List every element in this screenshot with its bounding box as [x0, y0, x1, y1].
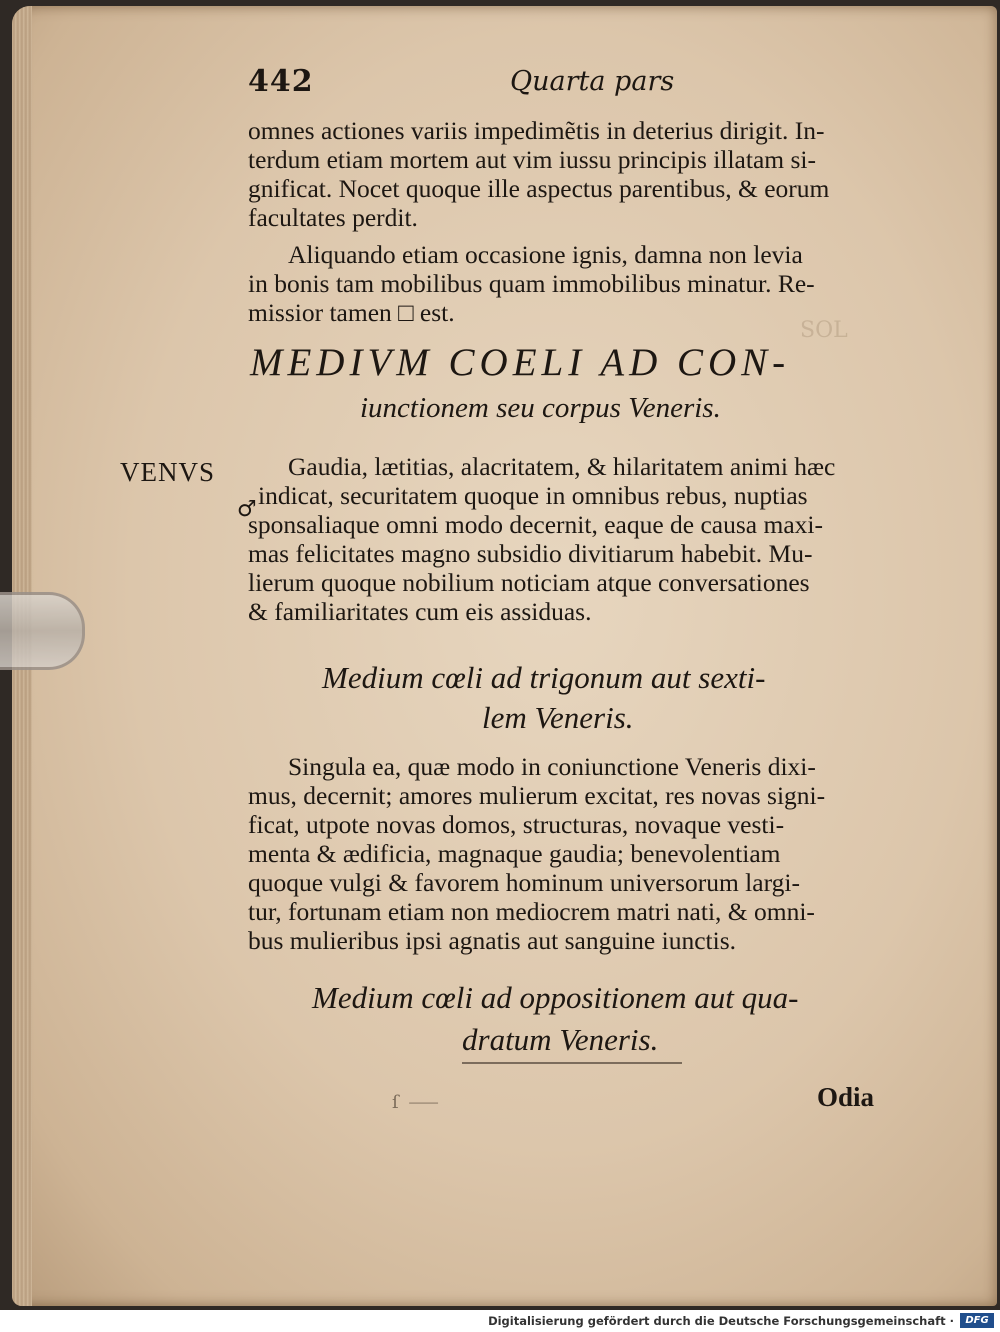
section-heading-2: Medium cœli ad trigonum aut sexti- [322, 660, 766, 695]
footer-bar [0, 1310, 1000, 1332]
text-line: terdum etiam mortem aut vim iussu principis illatam si- [248, 145, 816, 174]
section-heading-2-sub: lem Veneris. [482, 700, 634, 735]
text-line: & familiaritates cum eis assiduas. [248, 597, 592, 626]
signature-mark: ſ ⸺ [392, 1092, 441, 1113]
paragraph-4 [248, 752, 880, 955]
text-line: gnificat. Nocet quoque ille aspectus parentibus, & eorum [248, 174, 830, 203]
section-heading-1: MEDIVM COELI AD CON- [250, 341, 791, 384]
funding-notice: Digitalisierung gefördert durch die Deutsche Forschungsgemeinschaft · [488, 1314, 954, 1328]
dfg-logo-icon: DFG [960, 1313, 994, 1328]
text-line: sponsaliaque omni modo decernit, eaque de causa maxi- [248, 510, 823, 539]
page-header [248, 64, 888, 104]
mars-symbol-icon: ♂ [237, 497, 257, 522]
text-line: menta & ædificia, magnaque gaudia; benevolentiam [248, 839, 781, 868]
text-line: tur, fortunam etiam non mediocrem matri nati, & omni- [248, 897, 815, 926]
text-line: mas felicitates magno subsidio divitiarum habebit. Mu- [248, 539, 813, 568]
text-line: indicat, securitatem quoque in omnibus rebus, nuptias [258, 481, 808, 510]
text-line: Singula ea, quæ modo in coniunctione Veneris dixi- [288, 752, 816, 781]
text-line: mus, decernit; amores mulierum excitat, res novas signi- [248, 781, 826, 810]
text-line: missior tamen □ est. [248, 298, 455, 327]
paragraph-3 [248, 452, 880, 626]
text-line: Gaudia, lætitias, alacritatem, & hilaritatem animi hæc [288, 452, 836, 481]
page-number: 442 [248, 64, 314, 99]
margin-label: VENVS [120, 457, 216, 487]
section-heading-3-sub: dratum Veneris. [462, 1022, 659, 1057]
text-line: facultates perdit. [248, 203, 418, 232]
section-heading-1-sub: iunctionem seu corpus Veneris. [360, 392, 721, 424]
text-line: bus mulieribus ipsi agnatis aut sanguine iunctis. [248, 926, 736, 955]
text-line: in bonis tam mobilibus quam immobilibus minatur. Re- [248, 269, 815, 298]
running-head: Quarta pars [510, 66, 675, 97]
text-line: quoque vulgi & favorem hominum universorum largi- [248, 868, 800, 897]
bleed-through: SOL [800, 318, 848, 343]
paragraph-2 [248, 240, 880, 327]
text-line: lierum quoque nobilium noticiam atque conversationes [248, 568, 810, 597]
page-clip [0, 592, 85, 670]
text-line: Aliquando etiam occasione ignis, damna non levia [288, 240, 803, 269]
text-line: ficat, utpote novas domos, structuras, novaque vesti- [248, 810, 785, 839]
catchword: Odia [817, 1082, 875, 1112]
text-line: omnes actiones variis impedimẽtis in deterius dirigit. In- [248, 116, 825, 145]
paragraph-1 [248, 116, 880, 232]
heading-underline [462, 1062, 682, 1064]
section-heading-3: Medium cœli ad oppositionem aut qua- [312, 980, 799, 1015]
